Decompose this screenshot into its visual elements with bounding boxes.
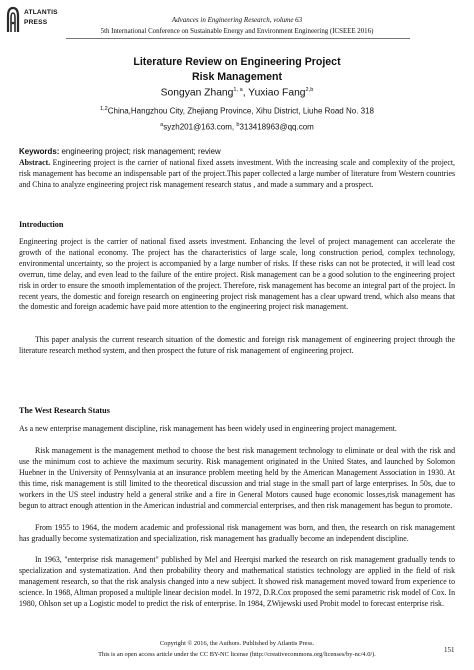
- author-emails: [0, 122, 474, 132]
- logo-text-line2: PRESS: [24, 19, 48, 26]
- header-divider: [66, 38, 410, 39]
- paragraph: Engineering project is the carrier of national fixed assets investment. Enhancing the level of project management can accelerate the growth of the national economy. The project has the characteristics of large scale, long construction period, complex technology, environmental uncertainty, so the project is accompanied by a large number of risks. If these risks can not be protected, it will lead cost overrun, time delay, and even lead to the failure of the entire project. Risk management can be a good solution to the engineering project risk in order to ensure the smooth implementation of the project. Therefore, risk management has become an integral part of the project. In recent years, the domestic and foreign research on engineering project risk management has a clear upward trend, which also means that the domestic and foreign academic have paid more attention to the engineering project risk management.: [19, 237, 455, 312]
- abstract-label: Abstract.: [19, 158, 51, 167]
- page-number: 151: [444, 646, 455, 654]
- affiliation-marker: 1,2: [100, 106, 108, 112]
- email-marker: a: [160, 122, 164, 128]
- author-separator: ,: [242, 87, 249, 99]
- author-list: [0, 87, 474, 98]
- paragraph: In 1963, "enterprise risk management" published by Mel and Heerqisi marked the research on risk management gradually tends to specialization and systematization. And then probability theory and mathematical statistics technology are applied in the field of risk management research, so that the risk analysis changed into a new subject. It showed risk management moved toward from experience to science. In 1968, Altman proposed a multiple linear decision model. In 1972, D.R.Cox proposed the semi parametric risk model of Cox. In 1980, Ohlson set up a Logistic model to predict the risk of enterprise. In 1984, ZWijewski used Probit model to forecast enterprise risk.: [19, 555, 455, 608]
- paragraph: Risk management is the management method to choose the best risk management technology to eliminate or deal with the risk and use the minimum cost to achieve the maximum security. Risk management originated in the United States, and launched by Solomon Huebner in the University of Pennsylvania at an insurance problem meeting held by the American Management Association in 1930. At this time, risk management is still limited to the theoretical discussion and trial stage in the small part of large enterprises. In 50s, due to workers in the US steel industry held a general strike and a fire in General Motors caused huge economic losses,risk management has begun to attract enough attention in the American industrial and commercial enterprises, and then risk management has begun to promote.: [19, 446, 455, 510]
- logo-text-line1: ATLANTIS: [24, 9, 58, 16]
- keywords: [19, 147, 455, 156]
- email-address: syzh201@163.com,: [163, 122, 237, 132]
- paragraph: From 1955 to 1964, the modern academic and professional risk management was born, and then, the research on risk management has gradually become systematization and specialization, risk management has gradually become an independent discipline.: [19, 523, 455, 543]
- journal-header: Advances in Engineering Research, volume 63: [171, 16, 303, 24]
- email-marker: b: [236, 122, 240, 128]
- affiliation: [0, 106, 474, 116]
- author-name: Songyan Zhang: [160, 87, 234, 99]
- title-line-1: Literature Review on Engineering Project: [133, 56, 341, 68]
- license-notice: This is an open access article under the CC BY-NC license (http://creativecommons.org/licenses/by-nc/4.0/).: [98, 651, 376, 658]
- paragraph: This paper analysis the current research situation of the domestic and foreign risk management of engineering project through the literature research method system, and then prospect the future of risk management of engineering project.: [19, 335, 455, 355]
- conference-header: 5th International Conference on Sustainable Energy and Environment Engineering (ICSEEE 2016): [100, 28, 374, 35]
- paper-title: [0, 55, 474, 85]
- abstract: [19, 158, 455, 191]
- paragraph: As a new enterprise management discipline, risk management has been widely used in engineering project management.: [19, 424, 397, 433]
- copyright-notice: Copyright © 2016, the Authors. Published by Atlantis Press.: [159, 640, 315, 647]
- author-affiliation-marker: 1, a: [233, 87, 243, 93]
- email-address: 313418963@qq.com: [239, 122, 314, 132]
- author-name: Yuxiao Fang: [248, 87, 306, 99]
- title-line-2: Risk Management: [191, 71, 283, 83]
- section-heading-west-research: The West Research Status: [19, 406, 110, 415]
- section-heading-introduction: Introduction: [19, 220, 64, 229]
- abstract-text: Engineering project is the carrier of national fixed assets investment. With the increasing scale and complexity of the project, risk management has become an indispensable part of the project.This paper collected a large number of literature from Western countries and China to analyze engineering project risk management research status , and made a summary and a prospect.: [19, 158, 455, 189]
- keywords-text: engineering project; risk management; review: [59, 147, 221, 156]
- keywords-label: Keywords:: [19, 147, 60, 156]
- author-affiliation-marker: 2,b: [305, 87, 314, 93]
- affiliation-text: China,Hangzhou City, Zhejiang Province, Xihu District, Liuhe Road No. 318: [107, 106, 374, 116]
